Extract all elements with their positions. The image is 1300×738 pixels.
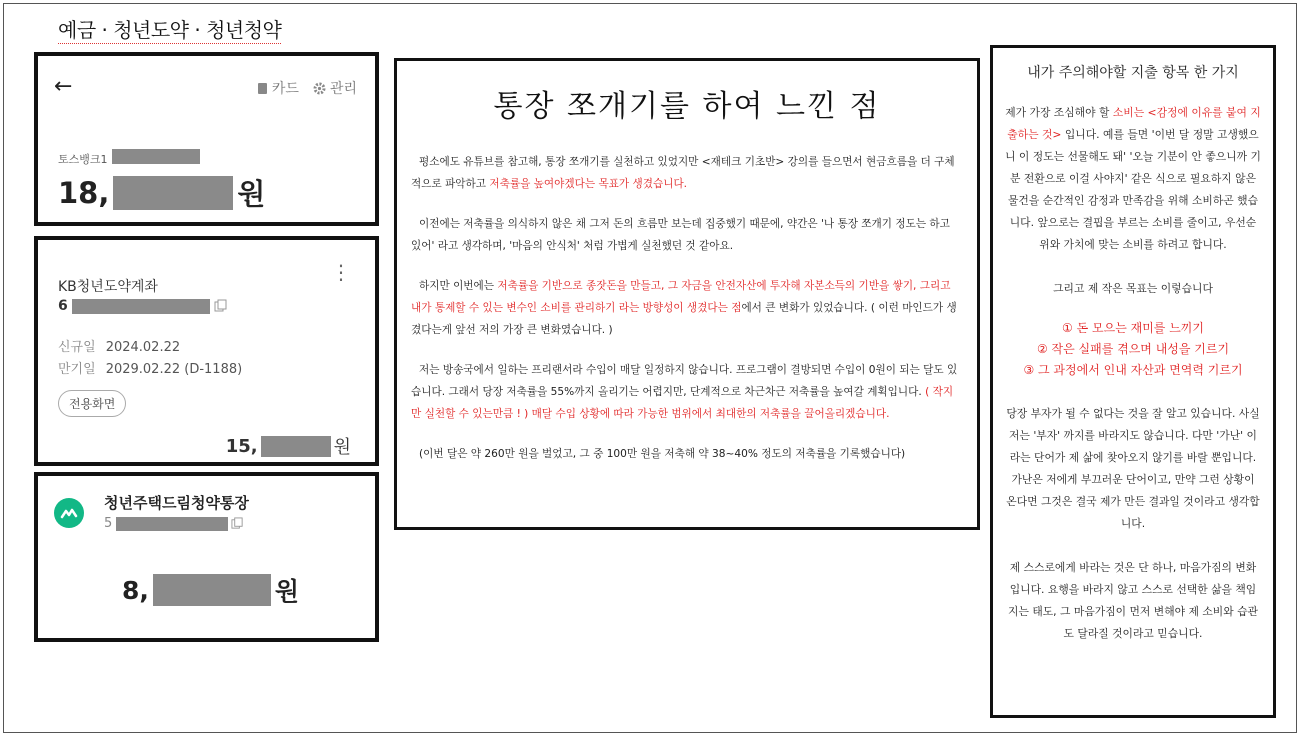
goal-item: ② 작은 실패를 겪으며 내성을 기르기 [1036, 342, 1230, 356]
memo-body [411, 151, 963, 483]
maturity-date-row [58, 358, 242, 377]
open-date-value: 2024.02.22 [105, 340, 181, 355]
memo-text: 하지만 이번에는 [419, 280, 498, 292]
memo-paragraph: 이전에는 저축률을 의식하지 않은 채 그저 돈의 흐름만 보는데 집중했기 때문에, 약간은 '나 통장 쪼개기 정도는 하고 있어' 라고 생각하며, '마음의 안식처' 처럼 가볍게 실천했던 것 같아요. [411, 218, 950, 252]
bank-name: 토스뱅크1 [58, 153, 108, 166]
account-number [104, 516, 244, 531]
memo-text: 에서 큰 변화가 있었습니다. ( 이런 마인드가 생겼다는게 앞선 저의 가장 큰 변화였습니다. ) [411, 302, 957, 336]
memo-paragraph: 제 스스로에게 바라는 것은 단 하나, 마음가짐의 변화입니다. 요행을 바라지 않고 스스로 선택한 삶을 책임지는 태도, 그 마음가짐이 먼저 변해야 제 소비와 습관도 달라질 것이라고 믿습니다. [1008, 561, 1258, 640]
memo-body [1005, 102, 1261, 667]
card-actions [257, 78, 357, 98]
goal-item: ③ 그 과정에서 인내 자산과 면역력 기르기 [1023, 363, 1243, 377]
goal-item: ① 돈 모으는 재미를 느끼기 [1062, 321, 1204, 335]
back-arrow-icon[interactable]: ← [54, 74, 73, 99]
memo-highlight: 저축률을 높여야겠다는 목표가 생겼습니다. [489, 178, 688, 190]
card-button[interactable] [257, 78, 299, 98]
memo-text: 평소에도 유튜브를 참고해, 통장 쪼개기를 실천하고 있었지만 <재테크 기초반> 강의를 들으면서 현금흐름을 더 구체적으로 파악하고 [411, 156, 955, 190]
balance-amount [58, 172, 265, 213]
amount-unit: 원 [237, 177, 266, 211]
redaction-mask [153, 574, 271, 606]
redaction-mask [112, 149, 200, 164]
memo-paragraph [411, 151, 963, 195]
kb-youth-account-card [34, 236, 379, 466]
amount-unit: 원 [274, 577, 300, 606]
memo-paragraph [411, 359, 963, 425]
more-options-icon[interactable]: ⋮ [331, 260, 351, 284]
account-prefix: 5 [104, 516, 113, 531]
maturity-date-value: 2029.02.22 (D-1188) [105, 362, 243, 377]
memo-highlight: ( 작지만 실천할 수 있는만큼 ! ) 매달 수입 상황에 따라 가능한 범위에서 최대한의 저축률을 끌어올리겠습니다. [411, 386, 954, 420]
dedicated-screen-button[interactable]: 전용화면 [58, 390, 126, 417]
open-date-label: 신규일 [58, 340, 96, 355]
memo-text: 제가 가장 조심해야 할 [1005, 106, 1113, 119]
gear-icon [313, 82, 326, 95]
amount-prefix: 8, [122, 575, 149, 605]
copy-icon[interactable] [231, 517, 244, 530]
redaction-mask [72, 299, 210, 314]
memo-title: 통장 쪼개기를 하여 느낀 점 [493, 89, 881, 124]
memo-paragraph: 당장 부자가 될 수 없다는 것을 잘 알고 있습니다. 사실 저는 '부자' 까지를 바라지도 않습니다. 다만 '가난' 이라는 단어가 제 삶에 찾아오지 않기를 바랄 뿐입니다. 가난은 저에게 부끄러운 단어이고, 만약 그런 상황이 온다면 그것은 결국 제가 만든 결과일 것이라고 생각합니다. [1006, 407, 1260, 530]
memo-paragraph: 그리고 제 작은 목표는 이렇습니다 [1053, 282, 1213, 295]
housing-subscription-card [34, 472, 379, 642]
toss-bank-card [34, 52, 379, 226]
manage-label: 관리 [329, 81, 357, 97]
memo-paragraph: (이번 달은 약 260만 원을 벌었고, 그 중 100만 원을 저축해 약 38~40% 정도의 저축률을 기록했습니다) [419, 448, 906, 460]
card-label: 카드 [271, 81, 299, 97]
account-name: KB청년도약계좌 [58, 279, 158, 295]
memo-highlight: 저축률을 기반으로 종잣돈을 만들고, 그 자금을 안전자산에 투자해 자본소득의 기반을 쌓기, 그리고 내가 통제할 수 있는 변수인 소비를 관리하기 라는 방향성이 생겼다는 점 [411, 280, 951, 314]
memo-paragraph [411, 275, 963, 341]
reflection-memo [394, 58, 980, 530]
page-title: 예금 · 청년도약 · 청년청약 [58, 18, 282, 42]
balance-amount [226, 433, 351, 459]
balance-amount [122, 572, 299, 608]
redaction-mask [113, 176, 233, 210]
memo-highlight: 소비는 <감정에 이유를 붙여 지출하는 것> [1007, 106, 1261, 141]
memo-title: 내가 주의해야할 지출 항목 한 가지 [1027, 65, 1239, 81]
memo-text: 저는 방송국에서 일하는 프리랜서라 수입이 매달 일정하지 않습니다. 프로그램이 결방되면 수입이 0원이 되는 달도 있습니다. 그래서 당장 저축률을 55%까지 올리기는 어렵지만, 단계적으로 차근차근 저축률을 높여갈 계획입니다. [411, 364, 958, 398]
amount-prefix: 15, [225, 435, 258, 457]
spending-caution-memo [990, 45, 1276, 718]
manage-button[interactable] [313, 78, 357, 98]
redaction-mask [116, 517, 228, 531]
account-number [58, 298, 228, 314]
open-date-row [58, 336, 180, 355]
account-name: 청년주택드림청약통장 [104, 494, 249, 512]
amount-prefix: 18, [58, 175, 110, 210]
memo-paragraph [1005, 102, 1261, 256]
amount-unit: 원 [333, 437, 351, 458]
redaction-mask [261, 436, 331, 457]
account-prefix: 6 [58, 298, 68, 314]
card-icon [257, 82, 268, 95]
copy-icon[interactable] [214, 299, 228, 313]
bank-logo-icon [54, 498, 84, 528]
goals-list [1005, 318, 1261, 381]
memo-text: 입니다. 예를 들면 '이번 달 정말 고생했으니 이 정도는 선물해도 돼' '오늘 기분이 안 좋으니까 기분 전환으로 이걸 사야지' 같은 식으로 필요하지 않은 물건을 순간적인 감정과 만족감을 위해 소비하곤 했습니다. 앞으로는 결핍을 부르는 소비를 줄이고, 우선순위와 가치에 맞는 소비를 하려고 합니다. [1005, 128, 1261, 251]
maturity-date-label: 만기일 [58, 362, 96, 377]
